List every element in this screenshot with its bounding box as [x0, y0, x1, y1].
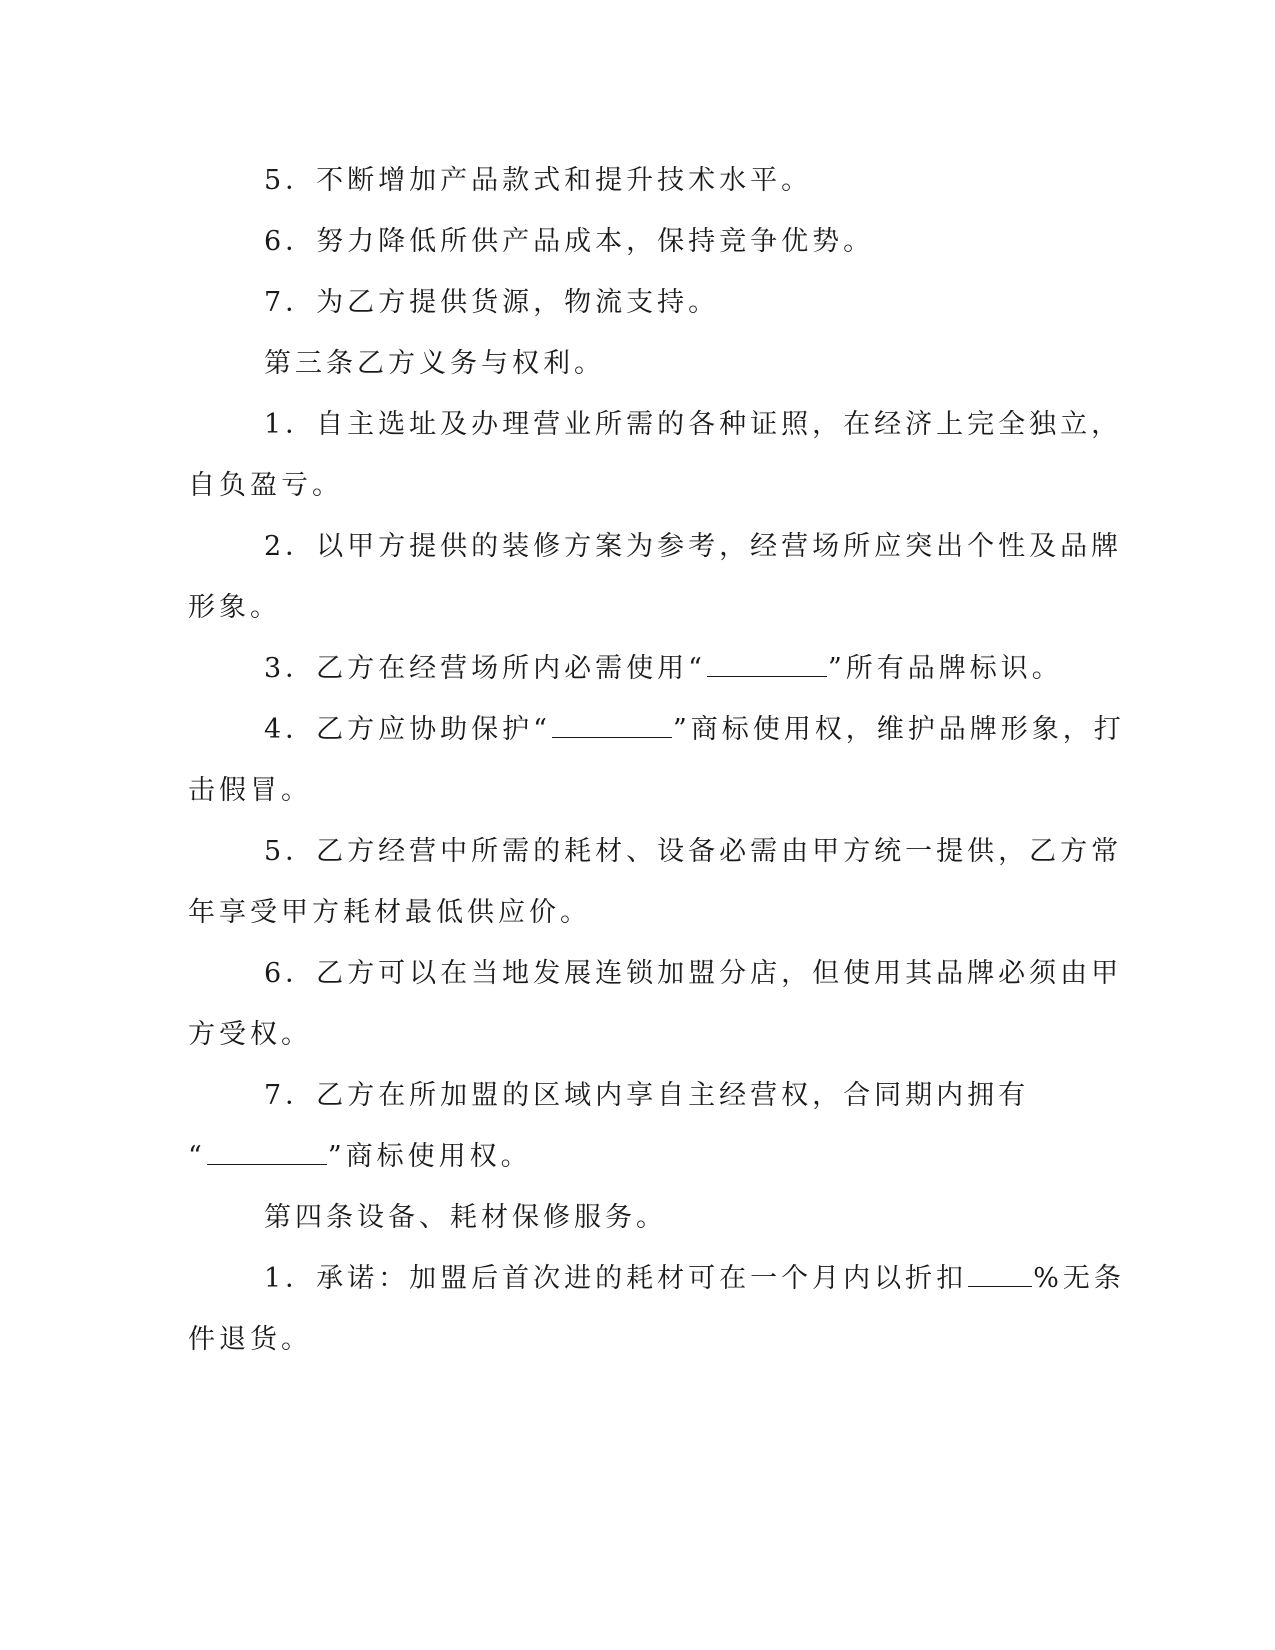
- fill-in-blank[interactable]: [207, 1142, 327, 1165]
- item-party-b-4: [188, 699, 1125, 760]
- heading-text: 第四条设备、耗材保修服务。: [264, 1202, 667, 1233]
- line-text: 4．乙方应协助保护“: [264, 714, 551, 745]
- line-text: 年享受甲方耗材最低供应价。: [188, 897, 591, 928]
- line-text: “: [188, 1141, 206, 1172]
- line-text: 1．承诺：加盟后首次进的耗材可在一个月内以折扣: [264, 1263, 968, 1294]
- item-party-b-7-cont: [188, 1126, 1088, 1187]
- fill-in-blank[interactable]: [707, 654, 827, 677]
- item-party-b-7: [188, 1065, 1088, 1126]
- line-text: 7．为乙方提供货源，物流支持。: [264, 287, 720, 318]
- item-party-b-1-cont: [188, 455, 1088, 516]
- item-party-a-7: [188, 272, 1088, 333]
- line-text: 2．以甲方提供的装修方案为参考，经营场所应突出个性及品牌: [264, 531, 1123, 562]
- item-party-b-3: [188, 638, 1088, 699]
- line-text: 6．乙方可以在当地发展连锁加盟分店，但使用其品牌必须由甲: [264, 958, 1123, 989]
- item-party-a-6: [188, 211, 1088, 272]
- line-text: ”商标使用权。: [327, 1141, 532, 1172]
- line-text: %无条: [1033, 1263, 1125, 1294]
- heading-text: 第三条乙方义务与权利。: [264, 348, 605, 379]
- line-text: 件退货。: [188, 1324, 312, 1355]
- item-article-4-1: [188, 1248, 1125, 1309]
- item-party-b-2: [188, 516, 1123, 577]
- document-body: [188, 150, 1125, 1370]
- line-text: 击假冒。: [188, 775, 312, 806]
- item-party-b-6-cont: [188, 1004, 1088, 1065]
- item-article-4-1-cont: [188, 1309, 1088, 1370]
- line-text: 5．不断增加产品款式和提升技术水平。: [264, 165, 813, 196]
- item-party-a-5: [188, 150, 1088, 211]
- line-text: ”商标使用权，维护品牌形象，打: [672, 714, 1125, 745]
- fill-in-blank[interactable]: [968, 1264, 1032, 1287]
- line-text: 自负盈亏。: [188, 470, 343, 501]
- line-text: ”所有品牌标识。: [827, 653, 1063, 684]
- item-party-b-4-cont: [188, 760, 1088, 821]
- item-party-b-5: [188, 821, 1123, 882]
- fill-in-blank[interactable]: [552, 715, 672, 738]
- line-text: 5．乙方经营中所需的耗材、设备必需由甲方统一提供，乙方常: [264, 836, 1123, 867]
- item-party-b-5-cont: [188, 882, 1088, 943]
- article-4-heading: [188, 1187, 1088, 1248]
- line-text: 方受权。: [188, 1019, 312, 1050]
- line-text: 形象。: [188, 592, 281, 623]
- item-party-b-6: [188, 943, 1123, 1004]
- item-party-b-1: [188, 394, 1123, 455]
- line-text: 6．努力降低所供产品成本，保持竞争优势。: [264, 226, 875, 257]
- line-text: 1．自主选址及办理营业所需的各种证照，在经济上完全独立，: [264, 409, 1123, 440]
- line-text: 3．乙方在经营场所内必需使用“: [264, 653, 706, 684]
- item-party-b-2-cont: [188, 577, 1088, 638]
- line-text: 7．乙方在所加盟的区域内享自主经营权，合同期内拥有: [264, 1080, 1030, 1111]
- article-3-heading: [188, 333, 1088, 394]
